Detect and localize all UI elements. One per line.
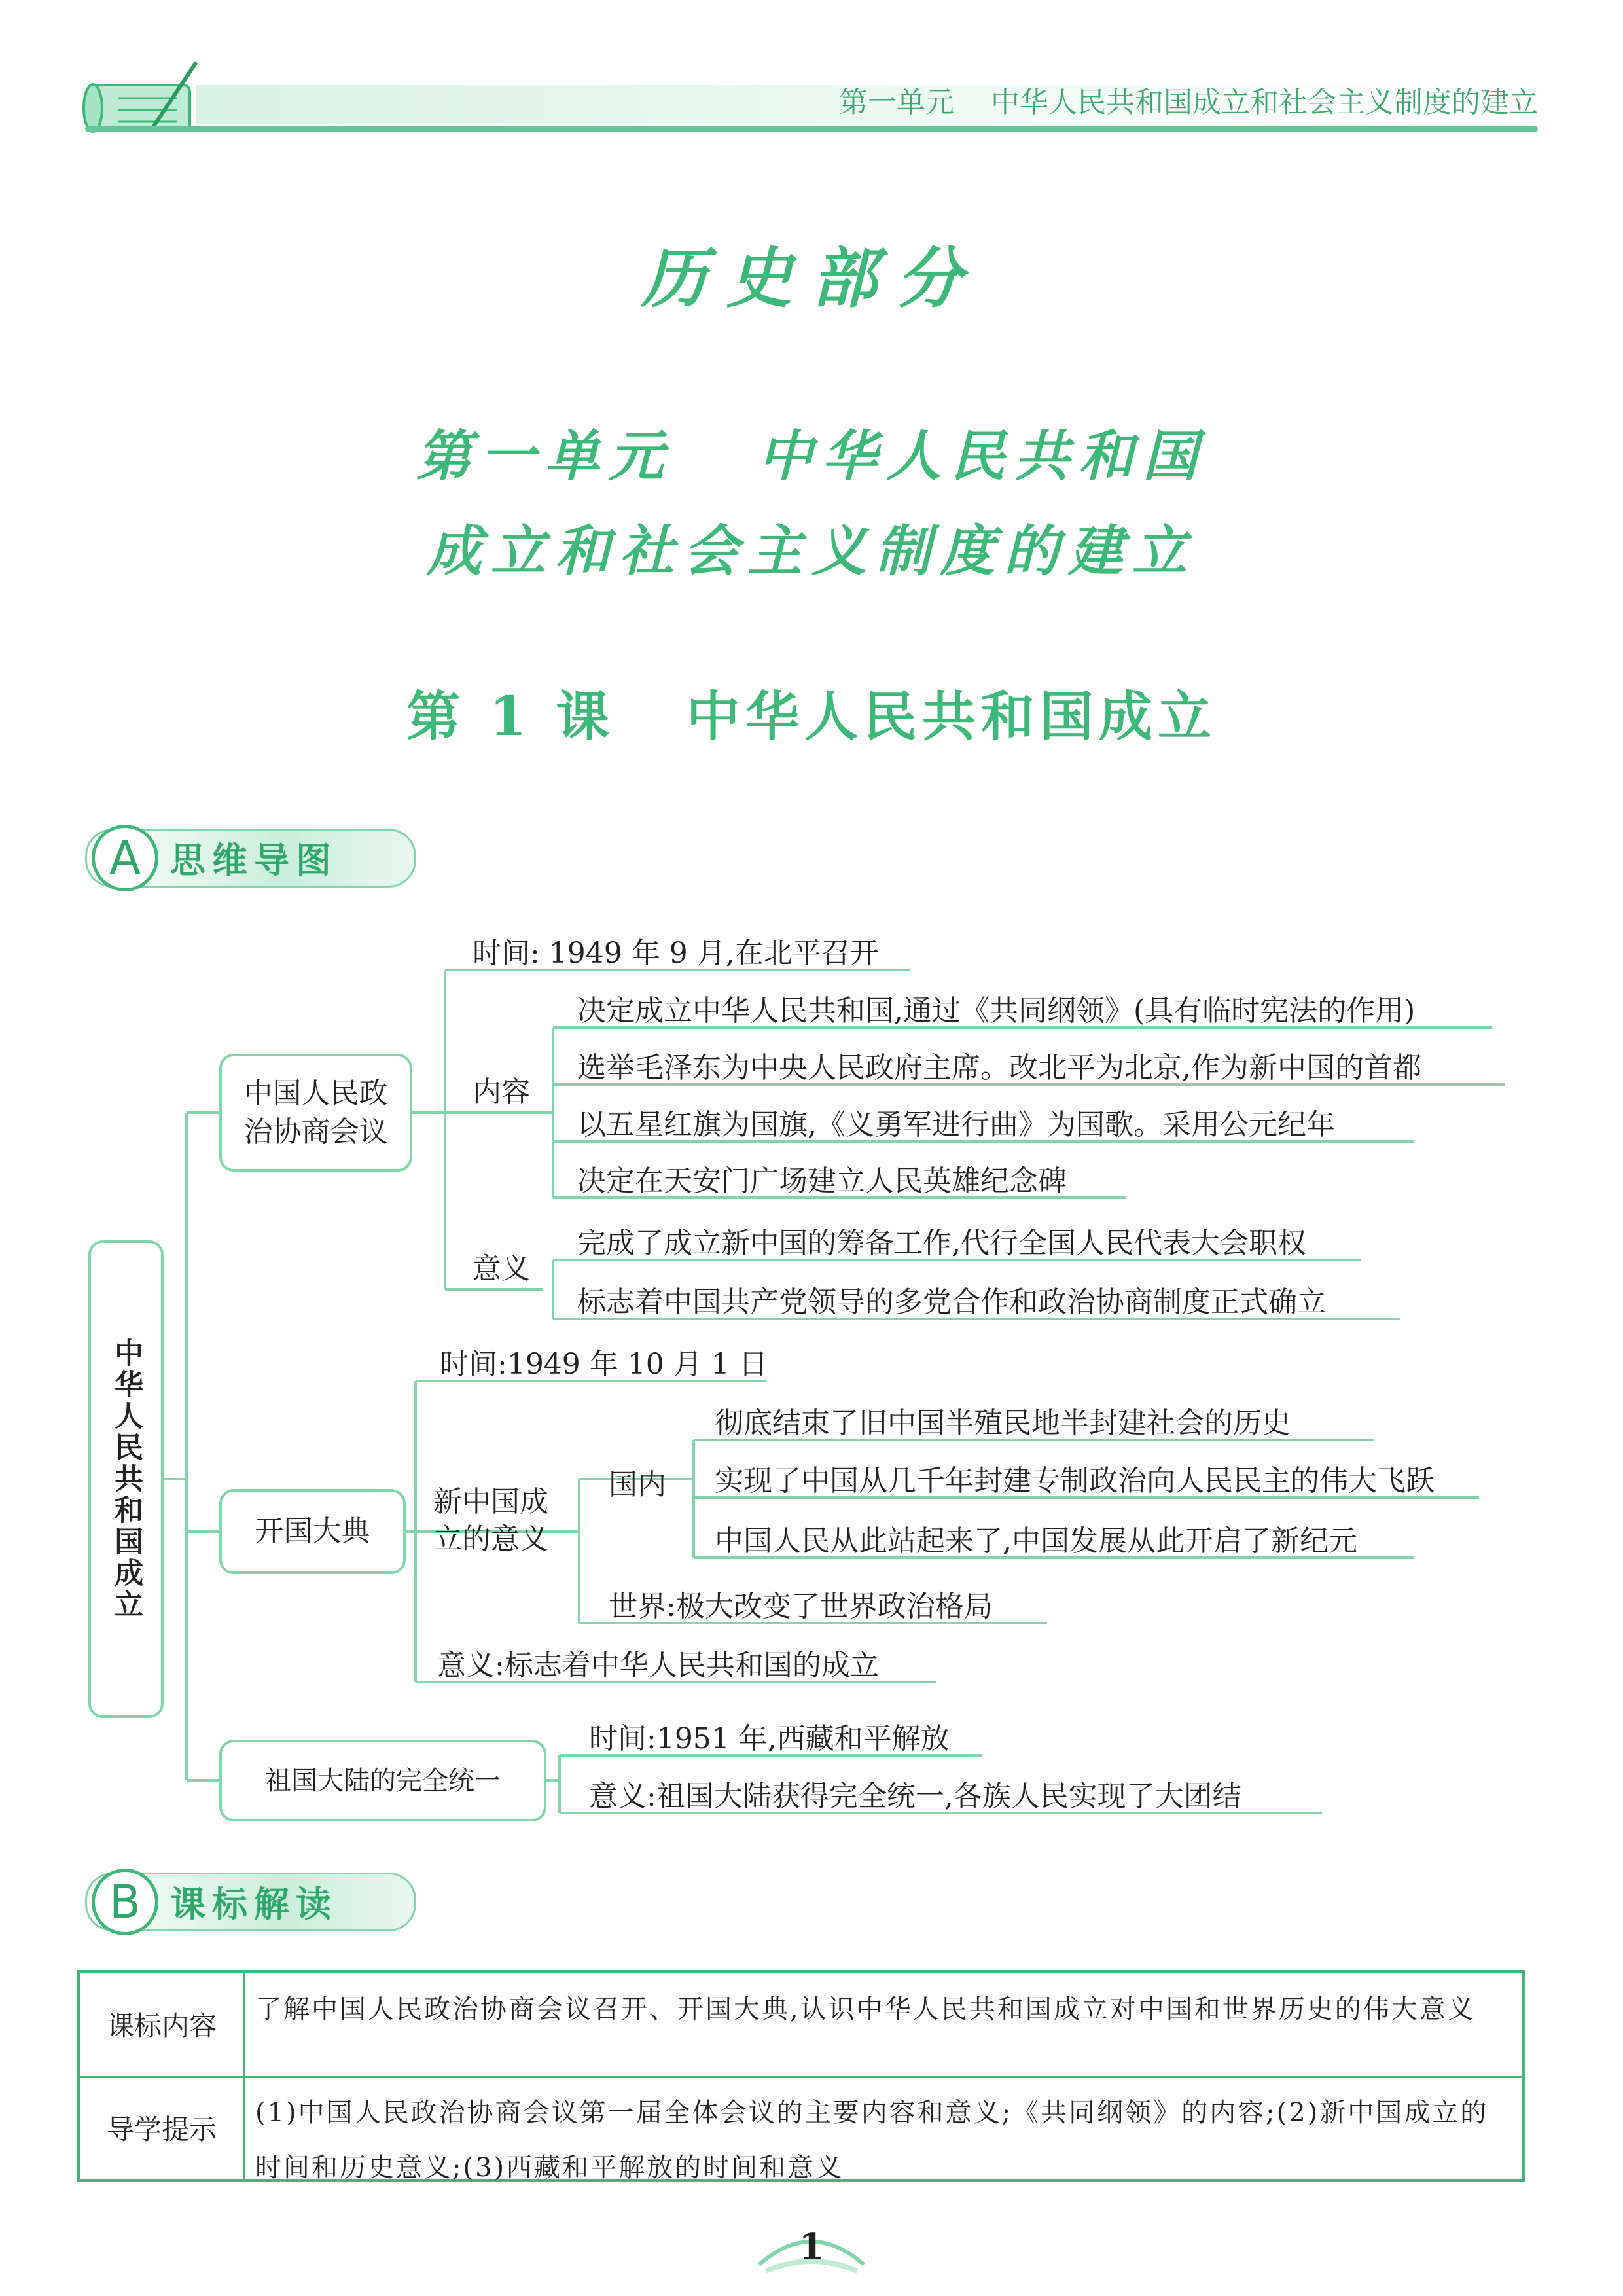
- row-content: 了解中国人民政治协商会议召开、开国大典,认识中华人民共和国成立对中国和世界历史的伟大意义: [255, 1994, 1476, 2024]
- node-unification: [219, 1740, 546, 1821]
- curriculum-standards-table: [77, 1970, 1525, 2182]
- mind-map: [0, 897, 1623, 1859]
- unit-title-line-2: 成立和社会主义制度的建立: [426, 518, 1196, 583]
- section-b-badge: [65, 1869, 432, 1931]
- node-cppcc: [219, 1054, 412, 1172]
- domestic-2: 实现了中国从几千年封建专制政治向人民民主的伟大飞跃: [715, 1464, 1435, 1498]
- lesson-title: 第 1 课 中华人民共和国成立: [406, 685, 1217, 748]
- root-node: [88, 1240, 164, 1718]
- badge-letter: B: [92, 1869, 158, 1935]
- unification-time: 时间:1951 年,西藏和平解放: [589, 1722, 950, 1755]
- section-a-badge: [65, 825, 432, 888]
- node-ceremony-label: 开国大典: [255, 1515, 370, 1549]
- cppcc-content-label: 内容: [473, 1075, 530, 1109]
- badge-letter: A: [92, 825, 158, 891]
- table-row: [80, 1973, 1522, 2078]
- node-ceremony: [219, 1489, 406, 1574]
- header-rule: [85, 126, 1538, 132]
- table-row: [80, 2076, 1522, 2183]
- cppcc-significance-label: 意义: [473, 1252, 530, 1285]
- node-cppcc-label: 中国人民政治协商会议: [243, 1076, 388, 1149]
- domestic-3: 中国人民从此站起来了,中国发展从此开启了新纪元: [715, 1524, 1357, 1558]
- cppcc-content-3: 以五星红旗为国旗,《义勇军进行曲》为国歌。采用公元纪年: [577, 1108, 1335, 1141]
- unit-title-line-1: 第一单元 中华人民共和国: [416, 423, 1207, 488]
- cppcc-content-4: 决定在天安门广场建立人民英雄纪念碑: [577, 1164, 1067, 1198]
- page-number: 1: [798, 2225, 825, 2269]
- root-label: 中华人民共和国成立: [109, 1338, 143, 1621]
- cppcc-significance-1: 完成了成立新中国的筹备工作,代行全国人民代表大会职权: [577, 1227, 1306, 1260]
- cppcc-significance-2: 标志着中国共产党领导的多党合作和政治协商制度正式确立: [577, 1285, 1326, 1319]
- domestic-label: 国内: [609, 1468, 666, 1501]
- world-significance: 世界:极大改变了世界政治格局: [609, 1590, 993, 1623]
- unification-significance: 意义:祖国大陆获得完全统一,各族人民实现了大团结: [589, 1780, 1241, 1813]
- page-number-ornament: [753, 2225, 870, 2284]
- part-title: 历史部分: [641, 240, 982, 317]
- cppcc-content-1: 决定成立中华人民共和国,通过《共同纲领》(具有临时宪法的作用): [577, 994, 1416, 1028]
- ceremony-significance: 意义:标志着中华人民共和国的成立: [437, 1649, 879, 1682]
- new-china-significance-label: 新中国成立的意义: [433, 1485, 548, 1556]
- ceremony-time: 时间:1949 年 10 月 1 日: [440, 1348, 768, 1381]
- row-content: (1)中国人民政治协商会议第一届全体会议的主要内容和意义;《共同纲领》的内容;(2)新中国成立的时间和历史意义;(3)西藏和平解放的时间和意义: [255, 2098, 1489, 2183]
- row-header: 课标内容: [80, 1973, 245, 2076]
- domestic-1: 彻底结束了旧中国半殖民地半封建社会的历史: [715, 1407, 1291, 1440]
- cppcc-content-2: 选举毛泽东为中央人民政府主席。改北平为北京,作为新中国的首都: [577, 1051, 1421, 1085]
- badge-label: 课标解读: [170, 1884, 338, 1925]
- cppcc-time: 时间: 1949 年 9 月,在北平召开: [473, 937, 879, 970]
- badge-label: 思维导图: [170, 840, 338, 881]
- node-unification-label: 祖国大陆的完全统一: [265, 1765, 501, 1796]
- running-header: 第一单元 中华人民共和国成立和社会主义制度的建立: [839, 86, 1538, 119]
- row-header: 导学提示: [80, 2076, 245, 2179]
